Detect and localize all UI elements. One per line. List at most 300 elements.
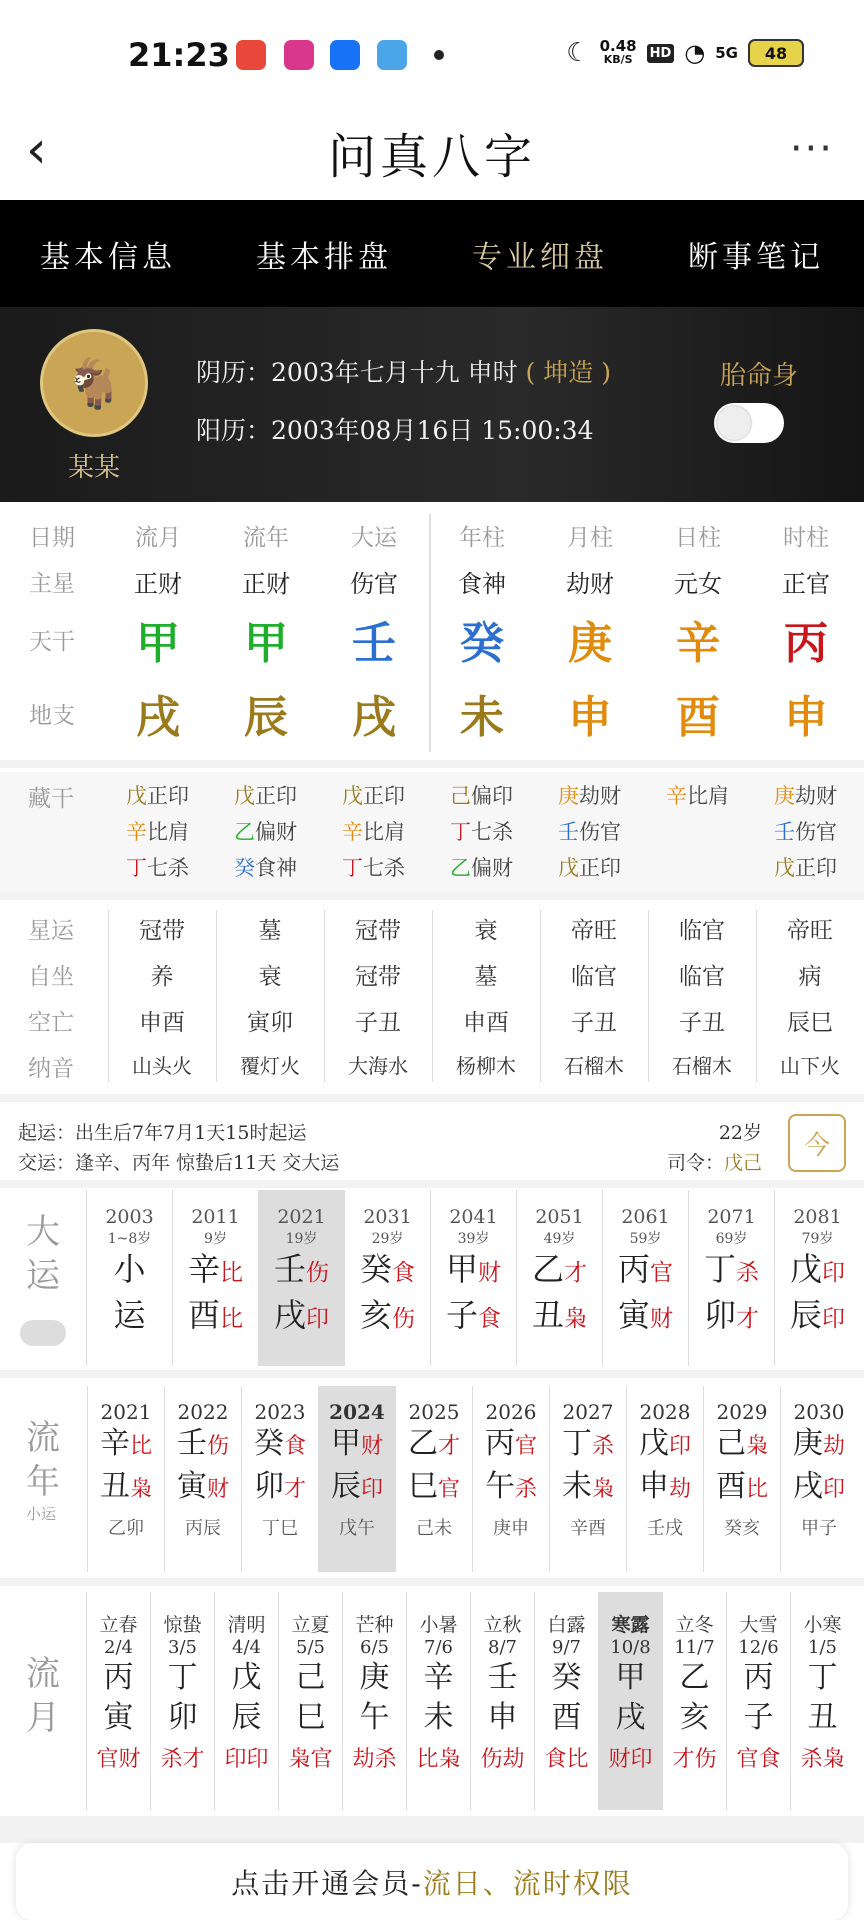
dayun-year: 2011 [191, 1206, 240, 1228]
solar-term: 寒露 [611, 1614, 650, 1636]
month-stem: 丙 [743, 1660, 774, 1695]
dayun-ganzhi [603, 1294, 688, 1340]
today-calendar-icon[interactable]: 今 [788, 1114, 846, 1172]
month-stem: 乙 [679, 1660, 710, 1695]
solar-term: 立夏 [291, 1614, 330, 1636]
dayun-year: 2051 [535, 1206, 584, 1228]
dayun-col[interactable] [430, 1190, 516, 1366]
liunian-year: 2023 [254, 1400, 306, 1424]
ten-god: 枭 [591, 1477, 614, 1502]
liunian-ganzhi [165, 1424, 241, 1467]
earthly-branch: 辰 [244, 692, 288, 743]
liuyue-col[interactable] [342, 1592, 406, 1810]
month-branch: 戌 [615, 1700, 646, 1735]
siling: 司令：戊己 [666, 1152, 762, 1174]
liunian-col[interactable] [318, 1386, 395, 1572]
back-icon[interactable]: ‹ [26, 120, 47, 180]
dayun-ganzhi [775, 1248, 860, 1294]
month-gods: 杀才 [160, 1747, 205, 1772]
term-date: 9/7 [552, 1637, 581, 1658]
heavenly-stem: 丙 [784, 618, 828, 669]
earthly-branch: 戌 [136, 692, 180, 743]
ganzhi-char: 巳 [407, 1469, 438, 1504]
liunian-ganzhi [704, 1424, 780, 1467]
hidden-stem [126, 814, 226, 850]
ganzhi-char: 酉 [715, 1469, 746, 1504]
liunian-year: 2030 [793, 1400, 845, 1424]
hidden-stem [126, 778, 226, 814]
ganzhi-char: 癸 [359, 1250, 392, 1288]
term-date: 12/6 [738, 1637, 779, 1658]
earthly-branch: 申 [784, 692, 828, 743]
star-cell: 临官 [679, 964, 725, 990]
star-label: 空亡 [28, 1010, 74, 1036]
ganzhi-char: 壬 [273, 1250, 306, 1288]
qiyun-age: 22岁 [718, 1122, 762, 1144]
xiaoyun-ganzhi: 丙辰 [185, 1518, 221, 1539]
hidden-col [774, 778, 864, 886]
hidden-col [342, 778, 442, 886]
star-cell: 冠带 [355, 964, 401, 990]
liuyue-col[interactable] [662, 1592, 726, 1810]
dayun-age: 1~8岁 [107, 1231, 152, 1247]
ganzhi-char: 戊 [789, 1250, 822, 1288]
dayun-year: 2071 [707, 1206, 756, 1228]
nayin-cell: 杨柳木 [456, 1054, 516, 1078]
hidden-stem [342, 814, 442, 850]
liunian-year: 2021 [100, 1400, 152, 1424]
dayun-col[interactable] [516, 1190, 602, 1366]
ganzhi-char: 丁 [703, 1250, 736, 1288]
month-branch: 辰 [231, 1700, 262, 1735]
liunian-col[interactable] [87, 1386, 164, 1572]
vip-button[interactable]: 点击开通会员- 流日、流时权限 [16, 1843, 848, 1920]
star-cell: 衰 [258, 964, 282, 990]
ten-god: 印 [360, 1477, 383, 1502]
star-cell: 辰巳 [787, 1010, 833, 1036]
stem-char: 戊 [126, 784, 147, 808]
ganzhi-char: 午 [484, 1469, 515, 1504]
net-speed: 0.48 KB/S [599, 37, 637, 66]
liuyue-col[interactable] [214, 1592, 278, 1810]
month-stem: 己 [295, 1660, 326, 1695]
ganzhi-char: 辛 [187, 1250, 220, 1288]
label-char: 大 [26, 1212, 60, 1252]
tab-basic-info[interactable]: 基本信息 [40, 239, 176, 275]
tab-professional-chart[interactable]: 专业细盘 [472, 239, 608, 275]
ganzhi-char: 戌 [792, 1469, 823, 1504]
solar-term: 立秋 [483, 1614, 522, 1636]
liuyue-col[interactable] [406, 1592, 470, 1810]
dayun-ganzhi [431, 1248, 516, 1294]
ten-god: 伤 [206, 1434, 229, 1459]
ganzhi-char: 丙 [484, 1426, 515, 1461]
page-title: 问真八字 [327, 129, 536, 185]
stem-god: 七杀 [147, 856, 189, 880]
liunian-ganzhi [781, 1424, 857, 1467]
stem-god: 食神 [255, 856, 297, 880]
stem-god: 偏印 [471, 784, 513, 808]
stem-char: 壬 [558, 820, 579, 844]
liunian-year: 2029 [716, 1400, 768, 1424]
stem-char: 己 [450, 784, 471, 808]
dayun-ganzhi [431, 1294, 516, 1340]
star-cell: 病 [798, 964, 822, 990]
liuyue-col[interactable] [86, 1592, 150, 1810]
hidden-stem [774, 850, 864, 886]
hidden-stem [234, 778, 334, 814]
hidden-label: 藏干 [28, 786, 74, 812]
ganzhi-char: 申 [638, 1469, 669, 1504]
main-star: 食神 [458, 569, 506, 598]
hidden-stem [774, 778, 864, 814]
stem-char: 辛 [342, 820, 363, 844]
liuyue-col[interactable] [790, 1592, 854, 1810]
earthly-branch: 戌 [352, 692, 396, 743]
hidden-stem [342, 778, 442, 814]
ten-god: 杀 [514, 1477, 537, 1502]
ten-god: 比 [129, 1434, 152, 1459]
main-star: 伤官 [350, 569, 398, 598]
month-stem: 丙 [103, 1660, 134, 1695]
hidden-col [126, 778, 226, 886]
row-label: 天干 [29, 628, 75, 655]
ganzhi-char: 亥 [359, 1296, 392, 1334]
ganzhi-char: 戌 [273, 1296, 306, 1334]
divider [0, 1816, 864, 1843]
heavenly-stem: 辛 [676, 618, 720, 669]
xiaoyun-ganzhi: 辛酉 [570, 1518, 606, 1539]
xiaoyun-ganzhi: 己未 [416, 1518, 452, 1539]
ganzhi-char: 丑 [99, 1469, 130, 1504]
liunian-col[interactable] [241, 1386, 318, 1572]
divider [0, 1578, 864, 1586]
ten-god: 官 [650, 1260, 673, 1286]
dayun-year: 2021 [277, 1206, 326, 1228]
liunian-col[interactable] [703, 1386, 780, 1572]
solar-term: 惊蛰 [163, 1614, 202, 1636]
month-stem: 癸 [551, 1660, 582, 1695]
ganzhi-char: 运 [113, 1296, 146, 1334]
liuyue-col[interactable] [278, 1592, 342, 1810]
dayun-ganzhi [173, 1294, 258, 1340]
solar-term: 芒种 [355, 1614, 394, 1636]
stem-god: 七杀 [363, 856, 405, 880]
liunian-label [26, 1416, 60, 1524]
row-label: 主星 [29, 570, 75, 597]
dayun-ganzhi [259, 1294, 344, 1340]
month-branch: 子 [743, 1700, 774, 1735]
liunian-ganzhi [550, 1467, 626, 1510]
solar-term: 立冬 [675, 1614, 714, 1636]
term-date: 7/6 [424, 1637, 453, 1658]
col-divider [108, 910, 109, 1082]
tab-notes[interactable]: 断事笔记 [688, 239, 824, 275]
ganzhi-char: 卯 [253, 1469, 284, 1504]
month-gods: 印印 [224, 1747, 269, 1772]
ten-god: 财 [478, 1260, 501, 1286]
stem-god: 劫财 [795, 784, 837, 808]
month-branch: 酉 [551, 1700, 582, 1735]
liuyue-row [0, 1592, 864, 1810]
row-label: 日期 [29, 524, 75, 551]
star-cell: 墓 [474, 964, 498, 990]
term-date: 11/7 [674, 1637, 715, 1658]
month-stem: 庚 [359, 1660, 390, 1695]
nayin-cell: 大海水 [348, 1054, 408, 1078]
tab-basic-chart[interactable]: 基本排盘 [256, 239, 392, 275]
stem-god: 正印 [147, 784, 189, 808]
stem-god: 七杀 [471, 820, 513, 844]
taiming-toggle[interactable] [714, 403, 784, 443]
stem-god: 比肩 [147, 820, 189, 844]
star-cell: 子丑 [355, 1010, 401, 1036]
dayun-toggle[interactable] [20, 1320, 66, 1346]
ten-god: 财 [360, 1434, 383, 1459]
solar-date: 阳历：2003年08月16日 15:00:34 [196, 416, 594, 445]
hidden-stem [450, 778, 550, 814]
month-stem: 辛 [423, 1660, 454, 1695]
month-gods: 枭官 [288, 1747, 333, 1772]
ganzhi-char: 小 [113, 1250, 146, 1288]
month-branch: 卯 [167, 1700, 198, 1735]
stem-god: 偏财 [255, 820, 297, 844]
cellular-icon: 5G [715, 44, 738, 62]
month-gods: 杀枭 [800, 1747, 845, 1772]
liunian-year: 2024 [329, 1400, 385, 1424]
stem-char: 戊 [774, 856, 795, 880]
stem-god: 正印 [363, 784, 405, 808]
hidden-stem [234, 850, 334, 886]
ten-god: 食 [392, 1260, 415, 1286]
main-star: 正官 [782, 569, 830, 598]
pillar-divider [429, 514, 431, 752]
ganzhi-char: 辰 [789, 1296, 822, 1334]
month-gods: 官食 [736, 1747, 781, 1772]
main-star: 元女 [674, 569, 722, 598]
ganzhi-char: 乙 [531, 1250, 564, 1288]
main-star: 正财 [134, 569, 182, 598]
liunian-col[interactable] [472, 1386, 549, 1572]
dayun-year: 2061 [621, 1206, 670, 1228]
liunian-ganzhi [627, 1467, 703, 1510]
ten-god: 才 [736, 1306, 759, 1332]
nayin-cell: 山下火 [780, 1054, 840, 1078]
ten-god: 枭 [564, 1306, 587, 1332]
dayun-col[interactable] [774, 1190, 860, 1366]
star-label: 自坐 [28, 964, 74, 990]
ten-god: 官 [514, 1434, 537, 1459]
liunian-ganzhi [88, 1424, 164, 1467]
xiaoyun-ganzhi: 庚申 [493, 1518, 529, 1539]
xiaoyun-ganzhi: 丁巳 [262, 1518, 298, 1539]
dayun-label [26, 1210, 60, 1298]
dayun-ganzhi [775, 1294, 860, 1340]
hidden-stem [126, 850, 226, 886]
stem-char: 壬 [774, 820, 795, 844]
liunian-year: 2025 [408, 1400, 460, 1424]
hidden-stem [234, 814, 334, 850]
ganzhi-char: 甲 [330, 1426, 361, 1461]
divider [0, 1370, 864, 1378]
stem-char: 庚 [774, 784, 795, 808]
dayun-col[interactable] [172, 1190, 258, 1366]
month-gods: 财印 [608, 1747, 653, 1772]
ten-god: 财 [650, 1306, 673, 1332]
xiaoyun-ganzhi: 癸亥 [724, 1518, 760, 1539]
wifi-icon: ◔ [684, 39, 706, 67]
pillar-row [0, 674, 864, 752]
status-bar [0, 0, 864, 110]
ten-god: 才 [437, 1434, 460, 1459]
ganzhi-char: 寅 [617, 1296, 650, 1334]
liunian-ganzhi [396, 1424, 472, 1467]
stem-god: 正印 [795, 856, 837, 880]
star-label: 星运 [28, 918, 74, 944]
liunian-ganzhi [781, 1467, 857, 1510]
earthly-branch: 酉 [676, 692, 720, 743]
ganzhi-char: 子 [445, 1296, 478, 1334]
video-app-icon [236, 40, 266, 70]
divider [0, 892, 864, 900]
stem-god: 正印 [255, 784, 297, 808]
liunian-col[interactable] [164, 1386, 241, 1572]
main-star: 正财 [242, 569, 290, 598]
label-char: 流 [26, 1654, 60, 1694]
stem-god: 正印 [579, 856, 621, 880]
month-gods: 官财 [96, 1747, 141, 1772]
star-cell: 冠带 [139, 918, 185, 944]
ganzhi-char: 戊 [638, 1426, 669, 1461]
ganzhi-char: 乙 [407, 1426, 438, 1461]
lunar-date: 阴历：2003年七月十九 申时 ( 坤造 ) [196, 358, 611, 387]
liuyue-col[interactable] [150, 1592, 214, 1810]
dayun-col[interactable] [602, 1190, 688, 1366]
stem-char: 庚 [558, 784, 579, 808]
month-branch: 午 [359, 1700, 390, 1735]
earthly-branch: 未 [460, 692, 504, 743]
liunian-year: 2026 [485, 1400, 537, 1424]
stem-char: 丁 [126, 856, 147, 880]
dayun-col[interactable] [344, 1190, 430, 1366]
month-branch: 未 [423, 1700, 454, 1735]
liuyue-col[interactable] [470, 1592, 534, 1810]
tab-bar [0, 200, 864, 307]
month-branch: 寅 [103, 1700, 134, 1735]
liunian-col[interactable] [626, 1386, 703, 1572]
ten-god: 杀 [736, 1260, 759, 1286]
weather-app-icon [377, 40, 407, 70]
star-cell: 冠带 [355, 918, 401, 944]
more-icon[interactable]: ··· [789, 126, 834, 172]
divider [0, 1094, 864, 1102]
heavenly-stem: 壬 [352, 618, 396, 669]
pillar-row [0, 558, 864, 604]
pillar-header: 年柱 [459, 524, 505, 551]
term-date: 6/5 [360, 1637, 389, 1658]
earthly-branch: 申 [568, 692, 612, 743]
pillar-header: 月柱 [567, 524, 613, 551]
liunian-col[interactable] [549, 1386, 626, 1572]
liunian-ganzhi [396, 1467, 472, 1510]
liuyue-col[interactable] [598, 1592, 662, 1810]
profile-name: 某某 [68, 453, 121, 483]
month-gods: 伤劫 [480, 1747, 525, 1772]
dayun-year: 2031 [363, 1206, 412, 1228]
liuyue-col[interactable] [726, 1592, 790, 1810]
star-cell: 帝旺 [787, 918, 833, 944]
pillar-row [0, 604, 864, 674]
ten-god: 劫 [822, 1434, 845, 1459]
dayun-ganzhi [87, 1294, 172, 1340]
star-cell: 申酉 [463, 1010, 509, 1036]
liunian-year: 2022 [177, 1400, 229, 1424]
pillar-row [0, 512, 864, 558]
hidden-stem [774, 814, 864, 850]
stem-god: 劫财 [579, 784, 621, 808]
stem-god: 偏财 [471, 856, 513, 880]
dayun-ganzhi [603, 1248, 688, 1294]
dayun-age: 19岁 [285, 1231, 318, 1247]
col-divider [432, 910, 433, 1082]
hidden-stem [558, 778, 658, 814]
ganzhi-char: 辛 [99, 1426, 130, 1461]
month-branch: 亥 [679, 1700, 710, 1735]
dayun-age: 39岁 [457, 1231, 490, 1247]
month-branch: 申 [487, 1700, 518, 1735]
dayun-ganzhi [689, 1294, 774, 1340]
solar-term: 白露 [547, 1614, 586, 1636]
liunian-ganzhi [319, 1467, 395, 1510]
hd-icon: HD [647, 44, 675, 63]
heavenly-stem: 癸 [460, 618, 504, 669]
pillars-grid [0, 512, 864, 752]
liunian-col[interactable] [780, 1386, 857, 1572]
dayun-col[interactable] [688, 1190, 774, 1366]
taiming-label: 胎命身 [719, 361, 798, 391]
zhihu-app-icon [330, 40, 360, 70]
hidden-col [666, 778, 766, 814]
ganzhi-char: 卯 [703, 1296, 736, 1334]
qiyun-info: 起运：出生后7年7月1天15时起运 交运：逢辛、丙年 惊蛰后11天 交大运 22岁 司令：戊己 今 [0, 1108, 864, 1180]
month-stem: 壬 [487, 1660, 518, 1695]
dot-icon [434, 50, 444, 60]
hidden-stem [450, 814, 550, 850]
dayun-ganzhi [87, 1248, 172, 1294]
ganzhi-char: 寅 [176, 1469, 207, 1504]
star-cell: 临官 [679, 918, 725, 944]
label-char: 运 [26, 1256, 60, 1296]
liunian-col[interactable] [395, 1386, 472, 1572]
col-divider [756, 910, 757, 1082]
ten-god: 比 [745, 1477, 768, 1502]
term-date: 3/5 [168, 1637, 197, 1658]
star-cell: 帝旺 [571, 918, 617, 944]
month-stem: 丁 [807, 1660, 838, 1695]
goat-zodiac-icon: 🐐 [40, 329, 148, 437]
liuyue-col[interactable] [534, 1592, 598, 1810]
ten-god: 财 [206, 1477, 229, 1502]
xiaoyun-ganzhi: 壬戌 [647, 1518, 683, 1539]
col-divider [540, 910, 541, 1082]
dayun-col[interactable] [86, 1190, 172, 1366]
hidden-stem [342, 850, 442, 886]
dayun-col[interactable] [258, 1190, 344, 1366]
ganzhi-char: 辰 [330, 1469, 361, 1504]
star-cell: 子丑 [571, 1010, 617, 1036]
liunian-ganzhi [242, 1467, 318, 1510]
ten-god: 劫 [668, 1477, 691, 1502]
